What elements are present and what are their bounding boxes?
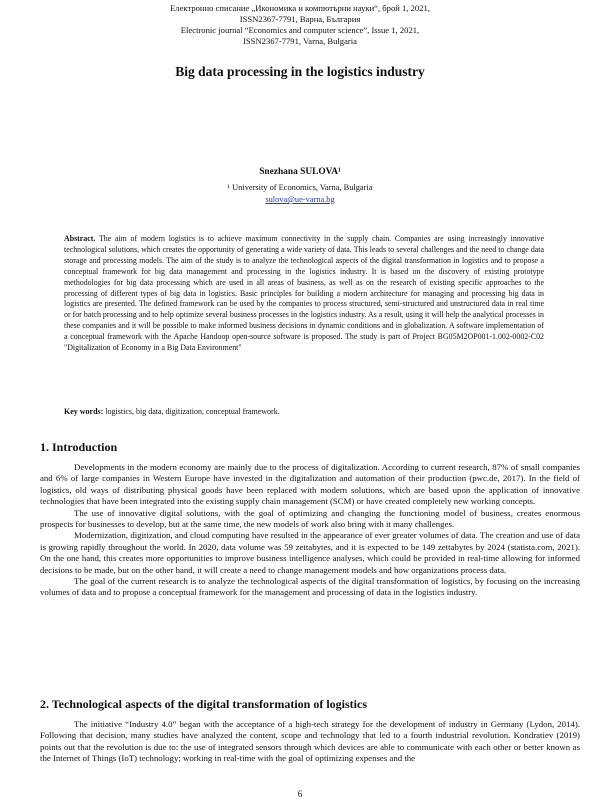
section-introduction-body	[40, 462, 580, 599]
paragraph: The goal of the current research is to analyze the technological aspects of the digital transformation of logistics, by focusing on the increasing volumes of data and to propose a conceptual framework for the management and processing of data in the logistics industry.	[40, 576, 580, 598]
author-affiliation: ¹ University of Economics, Varna, Bulgaria	[227, 183, 373, 192]
journal-header	[0, 3, 600, 47]
section-technological-aspects-body	[40, 719, 580, 765]
keywords-label: Key words:	[64, 407, 104, 416]
header-issn-bg: ISSN2367-7791, Варна, България	[239, 14, 361, 24]
abstract-label: Abstract.	[64, 234, 96, 243]
section-heading-introduction: 1. Introduction	[40, 440, 118, 454]
page-number: 6	[297, 789, 303, 799]
author-email-link[interactable]: sulova@ue-varna.bg	[265, 195, 335, 204]
keywords	[64, 407, 544, 416]
keywords-text: logistics, big data, digitization, conceptual framework.	[103, 407, 280, 416]
abstract-text: The aim of modern logistics is to achieve maximum connectivity in the supply chain. Companies are using increasingly innovative technological solutions, which creates the opportunity of generating a wide variety of data. This leads to several challenges and the need to change data storage and processing models. The aim of the study is to analyze the technological aspects of the digital transformation in logistics and to propose a conceptual framework for big data management and processing in the logistics industry. It is based on the discovery of existing prototype methodologies for big data processing which are used in all areas of business, as well as on the research of existing specific approaches to the processing of different types of big data in logistics. Basic principles for building a modern architecture for managing and processing big data in logistics are presented. The defined framework can be used by the companies to process structured, semi-structured and unstructured data in real time or for batch processing and to help optimize several business processes in the logistics industry. As a result, using it will help the analytical processes in these companies and it will be possible to make informed business decisions in dynamic conditions and in globalization. A software implementation of a conceptual framework with the Apache Handoop open-source software is proposed. The study is part of Project BG05M2OP001-1.002-0002-C02 "Digitalization of Economy in a Big Data Environment"	[64, 234, 544, 353]
author-email	[0, 195, 600, 204]
header-issn-en: ISSN2367-7791, Varna, Bulgaria	[243, 36, 357, 46]
paragraph: Developments in the modern economy are mainly due to the process of digitalization. According to current research, 87% of small companies and 6% of large companies in Western Europe have invested in the digitalization and automation of their production (pwc.de, 2017). In the field of logistics, old ways of distributing physical goods have been replaced with modern solutions, which are based upon the application of innovative technologies that have been integrated into the existing supply chain management (SCM) or have created completely new working concepts.	[40, 462, 580, 507]
section-heading-technological-aspects: 2. Technological aspects of the digital transformation of logistics	[40, 697, 367, 711]
paper-title: Big data processing in the logistics industry	[175, 64, 425, 79]
header-line-en: Electronic journal “Economics and computer science”, Issue 1, 2021,	[180, 25, 420, 35]
abstract	[64, 234, 544, 354]
paragraph: The initiative “Industry 4.0” began with the acceptance of a high-tech strategy for the development of industry in Germany (Lydon, 2014). Following that decision, many studies have analyzed the content, scope and technology that led to a fourth industrial revolution. Kondratiev (2019) points out that the revolution is due to: the use of integrated sensors through which devices are able to communicate with each other or better known as the Internet of Things (IoT) technology; working in real-time with the goal of optimizing expenses and the	[40, 719, 580, 764]
header-line-bg: Електронно списание „Икономика и компютърни науки“, брой 1, 2021,	[170, 3, 430, 13]
paragraph: Modernization, digitization, and cloud computing have resulted in the appearance of ever greater volumes of data. The creation and use of data is growing rapidly throughout the world. In 2020, data volume was 59 zettabytes, and it is expected to be 149 zettabytes by 2024 (statista.com, 2021). On the one hand, this creates more opportunities to improve business intelligence analyses, which could be provided in real-time allowing for informed decisions to be made, but on the other hand, it will create a need to change management models and how organizations process data.	[40, 530, 580, 575]
paragraph: The use of innovative digital solutions, with the goal of optimizing and changing the functioning model of business, creates enormous prospects for businesses to develop, but at the same time, the new models of work also bring with it many challenges.	[40, 507, 580, 530]
author-name: Snezhana SULOVA¹	[259, 167, 341, 177]
